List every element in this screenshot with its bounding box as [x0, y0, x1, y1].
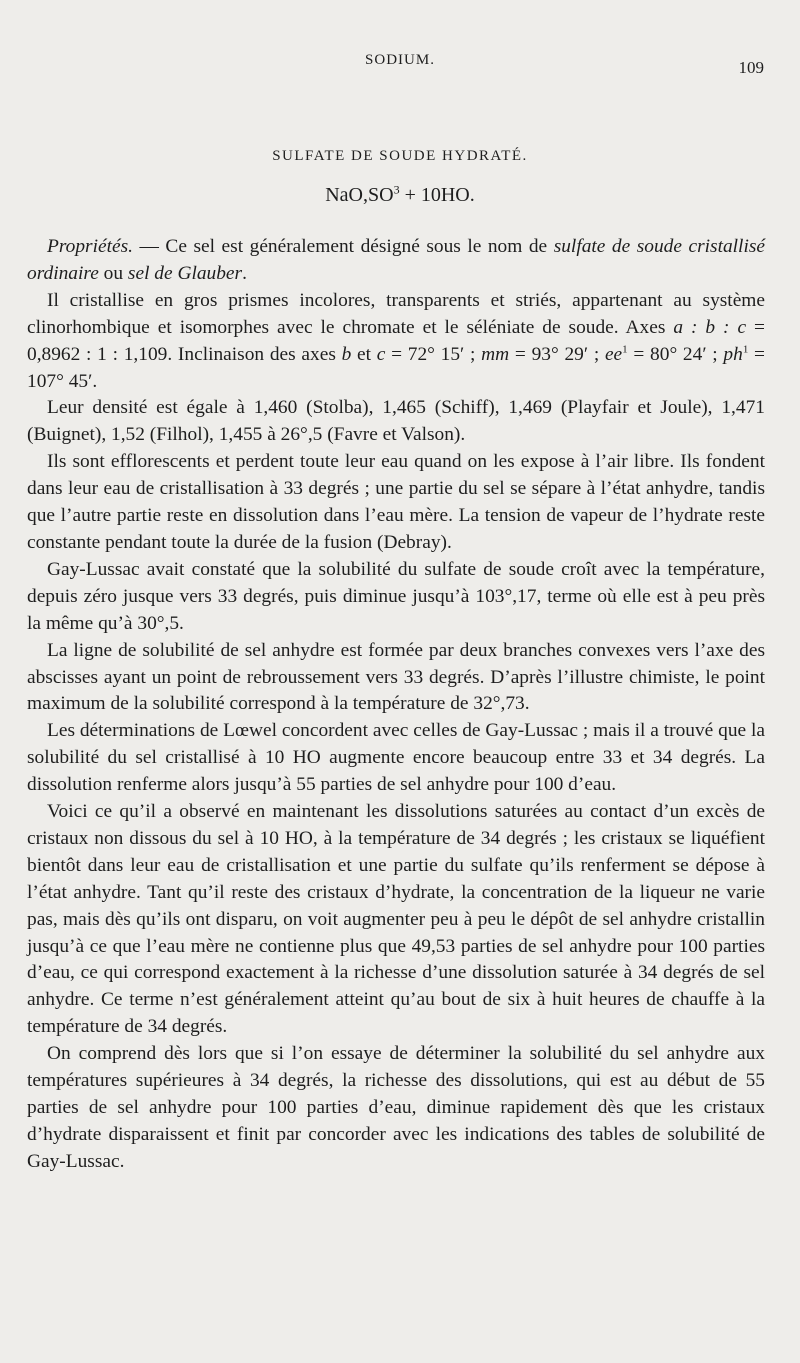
formula-superscript: 3: [393, 182, 400, 197]
formula-main: NaO,SO: [325, 184, 394, 206]
text-run: ou: [98, 262, 128, 284]
text-run: = 93° 29′ ;: [509, 343, 605, 365]
superscript: 1: [742, 343, 749, 356]
italic-term: c: [376, 343, 386, 365]
italic-term: a : b : c: [673, 316, 747, 338]
italic-term: mm: [481, 343, 510, 365]
paragraph-loewel: Les déterminations de Lœwel concordent avec celles de Gay-Lussac ; mais il a trouvé que la solubilité du sel cristallisé à 10 HO augmente encore beaucoup entre 33 et 34 degrés. La dissolution renferme alors jusqu’à 55 parties de sel anhydre pour 100 d’eau.: [27, 720, 765, 796]
paragraph-efflorescence: Ils sont efflorescents et perdent toute leur eau quand on les expose à l’air libre. Ils fondent dans leur eau de cristallisation à 33 degrés ; une partie du sel se sépare à l’état anhydre, tandis que l’autre partie reste en dissolution dans l’eau mère. La tension de vapeur de l’hydrate reste constante pendant toute la durée de la fusion (Debray).: [27, 451, 765, 553]
page-number: 109: [738, 58, 764, 77]
paragraph-crystallography: [27, 288, 765, 396]
italic-term: ph: [723, 343, 743, 365]
paragraph-conclusion: On comprend dès lors que si l’on essaye de déterminer la solubilité du sel anhydre aux températures supérieures à 34 degrés, la richesse des dissolutions, qui est au début de 55 parties de sel anhydre pour 100 parties d’eau, diminue rapidement dès que les cristaux d’hydrate disparaissent et finit par concorder avec les indications des tables de solubilité de Gay-Lussac.: [27, 1043, 765, 1172]
text-run: = 107° 45′.: [27, 343, 765, 392]
text-run: = 80° 24′ ;: [627, 343, 724, 365]
formula-tail: + 10HO.: [399, 184, 475, 206]
italic-term: ee: [604, 343, 623, 365]
body-text: [27, 234, 765, 1176]
italic-term: sulfate de soude cristallisé ordinaire: [27, 236, 765, 284]
paragraph-gay-lussac: Gay-Lussac avait constaté que la solubilité du sulfate de soude croît avec la température, depuis zéro jusque vers 33 degrés, puis diminue jusqu’à 103°,17, terme où elle est à peu près la même qu’à 30°,5.: [27, 558, 765, 634]
text-run: .: [242, 262, 247, 284]
paragraph-observation: Voici ce qu’il a observé en maintenant les dissolutions saturées au contact d’un excès de cristaux non dissous du sel à 10 HO, à la température de 34 degrés ; les cristaux se liquéfient bientôt dans leur eau de cristallisation et une partie du sulfate qu’ils renferment se dépose à l’état anhydre. Tant qu’il reste des cristaux d’hydrate, la concentration de la liqueur ne varie pas, mais dès qu’ils ont disparu, on voit augmenter peu à peu le dépôt de sel anhydre cristallin jusqu’à ce que l’eau mère ne contienne plus que 49,53 parties de sel anhydre pour 100 parties d’eau, ce qui correspond exactement à la richesse d’une dissolution saturée à 34 degrés de sel anhydre. Ce terme n’est généralement atteint qu’au bout de six à huit heures de chauffe à la température de 34 degrés.: [27, 801, 765, 1038]
paragraph-solubility-line: La ligne de solubilité de sel anhydre est formée par deux branches convexes vers l’axe des abscisses ayant un point de rebroussement vers 33 degrés. D’après l’illustre chimiste, le point maximum de la solubilité correspond à la température de 32°,73.: [27, 639, 765, 715]
italic-term: sel de Glauber: [127, 262, 243, 284]
paragraph-properties: [27, 234, 765, 288]
chemical-formula: [0, 184, 800, 207]
paragraph-lead: Propriétés.: [47, 236, 133, 257]
text-run: et: [351, 343, 377, 365]
text-run: — Ce sel est généralement désigné sous le nom de: [133, 236, 554, 257]
text-run: = 72° 15′ ;: [385, 343, 482, 365]
superscript: 1: [622, 343, 628, 356]
text-run: = 0,8962 : 1 : 1,109. Inclinaison des axes: [27, 316, 765, 365]
paragraph-density: Leur densité est égale à 1,460 (Stolba), 1,465 (Schiff), 1,469 (Playfair et Joule), 1,471 (Buignet), 1,52 (Filhol), 1,455 à 26°,5 (Favre et Valson).: [27, 397, 765, 446]
running-head: SODIUM.: [365, 52, 435, 68]
text-run: Il cristallise en gros prismes incolores, transparents et striés, appartenant au système clinorhombique et isomorphes avec le chromate et le séléniate de soude. Axes: [27, 289, 765, 338]
section-title: SULFATE DE SOUDE HYDRATÉ.: [272, 148, 528, 164]
italic-term: b: [341, 343, 352, 365]
